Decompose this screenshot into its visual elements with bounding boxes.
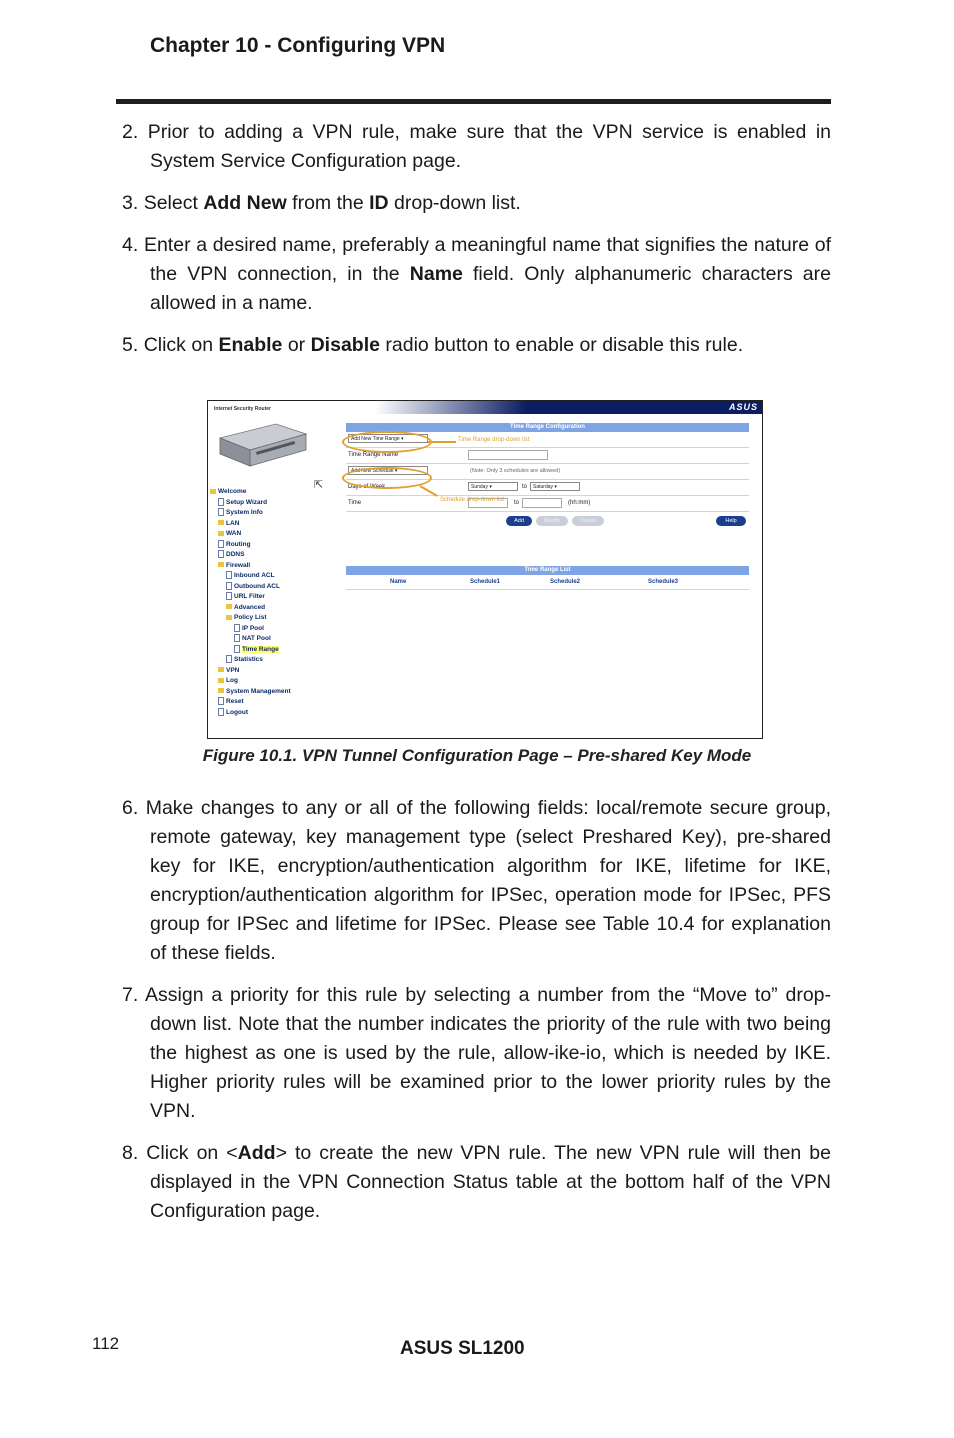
nav-tree-label: Advanced [234, 603, 266, 611]
nav-tree-item[interactable] [210, 561, 291, 572]
callout-ring-range [342, 431, 432, 453]
nav-tree-item[interactable] [210, 519, 291, 530]
nav-tree-label: Setup Wizard [226, 498, 268, 506]
nav-tree-item[interactable] [210, 624, 291, 635]
step-7: 7. Assign a priority for this rule by selecting a number from the “Move to” drop-down list. Note that the number indicates the priority of the rule with two being the highest as one is used by the rule, allow-ike-io, which is needed by IKE. Higher priority rules will be examined prior to the lower priority rules by the VPN. [122, 984, 832, 1122]
list-header-row [346, 575, 749, 590]
footer-product: ASUS SL1200 [400, 1338, 525, 1359]
time-range-name-input[interactable] [468, 450, 548, 460]
time-sep: to [514, 500, 520, 506]
document-icon [234, 634, 240, 642]
col-schedule1: Schedule1 [470, 579, 501, 585]
folder-icon [218, 562, 224, 567]
time-to-input[interactable] [522, 498, 562, 508]
document-icon [234, 645, 240, 653]
step-5: 5. Click on Enable or Disable radio button to enable or disable this rule. [122, 334, 744, 356]
step-8: 8. Click on <Add> to create the new VPN rule. The new VPN rule will then be displayed in the VPN Connection Status table at the bottom half of the VPN Configuration page. [122, 1142, 831, 1222]
nav-tree-item[interactable] [210, 508, 291, 519]
nav-tree-item[interactable] [210, 571, 291, 582]
nav-tree-label: Firewall [226, 561, 251, 569]
day-to-label: to [522, 484, 528, 490]
nav-tree [210, 487, 291, 718]
chapter-title: Chapter 10 - Configuring VPN [150, 34, 446, 57]
help-button[interactable]: Help [716, 516, 746, 526]
callout-range-text: Time Range drop-down list [458, 437, 530, 443]
callout-ring-schedule [342, 467, 432, 489]
folder-icon [226, 604, 232, 609]
nav-tree-label: Outbound ACL [234, 582, 280, 590]
nav-tree-item[interactable] [210, 697, 291, 708]
page-number: 112 [92, 1334, 120, 1353]
nav-tree-label: Time Range [242, 645, 279, 653]
document-icon [226, 571, 232, 579]
step-3: 3. Select Add New from the ID drop-down list. [122, 192, 521, 214]
col-name: Name [390, 579, 407, 585]
col-schedule3: Schedule3 [648, 579, 679, 585]
vpn-config-screenshot [207, 400, 763, 739]
folder-icon [218, 667, 224, 672]
nav-tree-item[interactable] [210, 592, 291, 603]
nav-tree-item[interactable] [210, 708, 291, 719]
time-row [346, 496, 749, 512]
nav-tree-label: LAN [226, 519, 240, 527]
nav-tree-label: IP Pool [242, 624, 264, 632]
time-range-dropdown[interactable]: Add New Time Range ▾ [348, 434, 428, 443]
step-2: 2. Prior to adding a VPN rule, make sure that the VPN service is enabled in System Service Configuration page. [122, 121, 831, 172]
list-title: Time Range List [346, 566, 749, 575]
nav-tree-label: Welcome [218, 488, 247, 495]
nav-tree-label: Inbound ACL [234, 572, 275, 579]
nav-tree-item[interactable] [210, 582, 291, 593]
document-icon [226, 582, 232, 590]
nav-tree-label: System Management [226, 687, 291, 695]
nav-tree-label: Policy List [234, 614, 267, 621]
step-4: 4. Enter a desired name, preferably a meaningful name that signifies the nature of the VPN connection, in the Name field. Only alphanumeric characters are allowed in a name. [122, 234, 831, 314]
folder-icon [210, 489, 216, 494]
document-icon [226, 655, 232, 663]
nav-tree-item[interactable] [210, 550, 291, 561]
mouse-cursor-icon: ⇱ [314, 479, 324, 491]
nav-tree-item[interactable] [210, 634, 291, 645]
nav-tree-label: NAT Pool [242, 635, 271, 642]
time-range-list-panel [346, 566, 749, 590]
folder-icon [218, 688, 224, 693]
nav-tree-label: Logout [226, 708, 249, 716]
figure-caption: Figure 10.1. VPN Tunnel Configuration Page – Pre-shared Key Mode [202, 746, 752, 765]
callout-schedule-text: Schedule drop-down list [440, 497, 505, 503]
nav-tree-item[interactable] [210, 687, 291, 698]
nav-tree-label: Statistics [234, 656, 263, 663]
nav-tree-item[interactable] [210, 676, 291, 687]
schedule-dropdown[interactable]: Add New Schedule ▾ [348, 466, 428, 475]
step-6: 6. Make changes to any or all of the following fields: local/remote secure group, remote gateway, key management type (select Preshared Key), pre-shared key for IKE, encryption/authentication algorithm for IKE, lifetime for IKE, encryption/authentication algorithm for IPSec, operation mode for IPSec, PFS group for IPSec and lifetime for IPSec. Please see Table 10.4 for explanation of these fields. [122, 797, 831, 964]
nav-tree-item[interactable] [210, 540, 291, 551]
nav-tree-item[interactable] [210, 603, 291, 614]
schedule-hint: (Note: Only 3 schedules are allowed) [470, 468, 561, 474]
add-button[interactable]: Add [506, 516, 532, 526]
time-format: (hh:mm) [568, 500, 591, 506]
config-title: Time Range Configuration [346, 423, 749, 432]
brand-label: Internet Security Router [214, 406, 271, 412]
nav-tree-label: WAN [226, 530, 242, 537]
folder-icon [218, 678, 224, 683]
router-device-image [216, 416, 308, 470]
nav-tree-label: System Info [226, 509, 263, 516]
folder-icon [218, 520, 224, 525]
document-icon [218, 508, 224, 516]
document-icon [234, 624, 240, 632]
nav-tree-item[interactable] [210, 613, 291, 624]
time-label: Time [348, 500, 362, 506]
folder-icon [226, 615, 232, 620]
delete-button[interactable]: Delete [572, 516, 604, 526]
document-icon [218, 697, 224, 705]
modify-button[interactable]: Modify [536, 516, 568, 526]
steps-top [122, 118, 831, 373]
nav-tree-item[interactable] [210, 498, 291, 509]
nav-tree-label: Log [226, 677, 238, 684]
nav-tree-label: Reset [226, 698, 244, 705]
nav-tree-item[interactable] [210, 487, 291, 498]
document-icon [218, 550, 224, 558]
days-label: Days of Week [348, 484, 386, 490]
steps-bottom [122, 794, 831, 1239]
nav-tree-label: DDNS [226, 551, 245, 558]
nav-tree-label: VPN [226, 666, 240, 674]
col-schedule2: Schedule2 [550, 579, 581, 585]
button-row [346, 512, 749, 530]
day-to-select[interactable]: Saturday ▾ [530, 482, 580, 491]
top-banner [333, 401, 762, 414]
nav-tree-item[interactable] [210, 645, 291, 656]
document-icon [218, 708, 224, 716]
asus-logo: ASUS [728, 402, 758, 412]
folder-icon [218, 531, 224, 536]
callout-line-range [428, 441, 456, 443]
nav-tree-label: Routing [226, 540, 251, 548]
day-from-select[interactable]: Sunday ▾ [468, 482, 518, 491]
document-icon [226, 592, 232, 600]
document-icon [218, 498, 224, 506]
nav-tree-label: URL Filter [234, 593, 265, 600]
nav-tree-item[interactable] [210, 666, 291, 677]
nav-tree-item[interactable] [210, 655, 291, 666]
nav-tree-item[interactable] [210, 529, 291, 540]
name-label: Time Range Name [348, 452, 399, 458]
document-icon [218, 540, 224, 548]
nav-sidebar [208, 401, 333, 738]
header-rule [116, 99, 831, 104]
